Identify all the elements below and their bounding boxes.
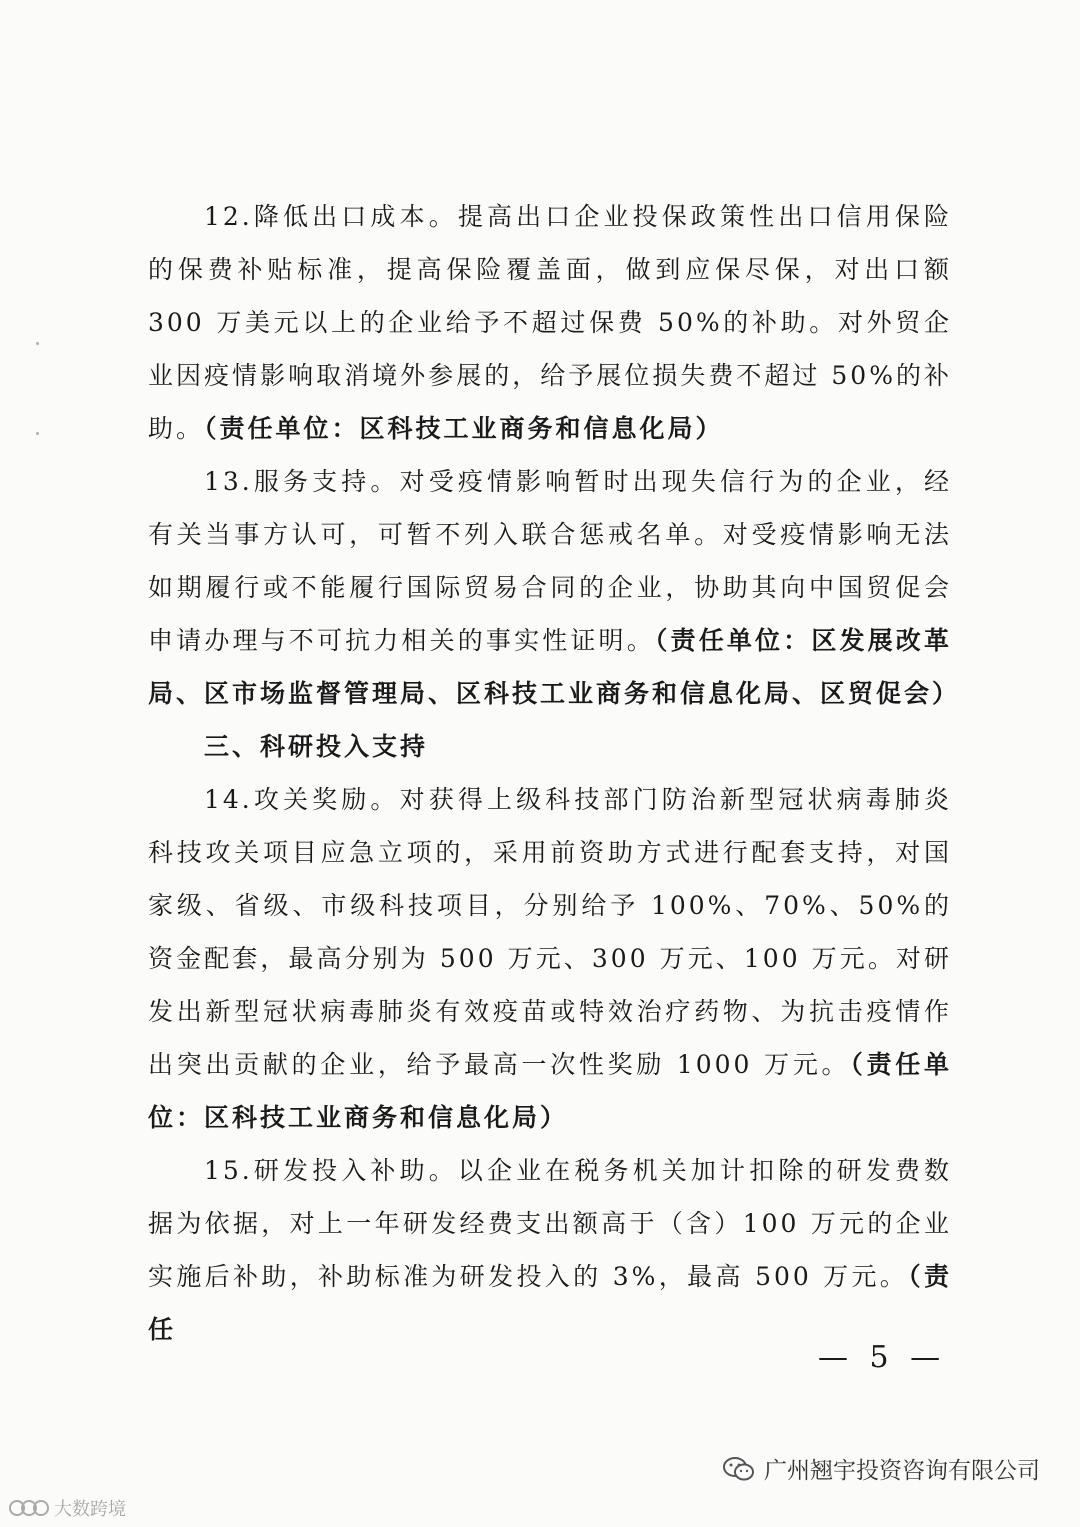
paragraph-text: 13.服务支持。对受疫情影响暂时出现失信行为的企业，经有关当事方认可，可暂不列入联合惩戒名单。对受疫情影响无法如期履行或不能履行国际贸易合同的企业，协助其向中国贸促会申请办理与不可抗力相关的事实性证明。 — [148, 467, 952, 655]
scan-speck — [36, 432, 39, 435]
watermark — [8, 1495, 126, 1521]
responsibility-note: （责任单位：区发展改革局、区市场监督管理局、区科技工业商务和信息化局、区贸促会） — [148, 626, 961, 708]
dashuju-logo-icon — [8, 1497, 50, 1519]
document-body — [148, 190, 961, 1356]
paragraph-15 — [148, 1144, 952, 1356]
responsibility-note: （责任单位：区科技工业商务和信息化局） — [148, 1050, 952, 1132]
scan-speck — [36, 342, 39, 345]
paragraph-text: 12.降低出口成本。提高出口企业投保政策性出口信用保险的保费补贴标准，提高保险覆盖面，做到应保尽保，对出口额 300 万美元以上的企业给予不超过保费 50%的补助。对外贸企业因疫情影响取消境外参展的，给予展位损失费不超过 50%的补助。 — [148, 202, 952, 443]
paragraph-text: 15.研发投入补助。以企业在税务机关加计扣除的研发费数据为依据，对上一年研发经费支出额高于（含）100 万元的企业实施后补助，补助标准为研发投入的 3%，最高 500 万元。 — [148, 1156, 952, 1291]
watermark-text: 大数跨境 — [54, 1499, 126, 1520]
responsibility-note: （责任单位：区科技工业商务和信息化局） — [204, 414, 724, 443]
brand-name: 广州翘宇投资咨询有限公司 — [764, 1458, 1040, 1484]
paragraph-12 — [148, 190, 952, 455]
wechat-icon — [722, 1455, 756, 1483]
responsibility-note: （责任 — [148, 1262, 952, 1344]
page-number: — 5 — — [818, 1340, 947, 1375]
paragraph-14 — [148, 773, 952, 1144]
wechat-brand-footer[interactable] — [722, 1452, 1040, 1485]
section-heading: 三、科研投入支持 — [204, 732, 429, 761]
paragraph-13 — [148, 455, 961, 720]
paragraph-text: 14.攻关奖励。对获得上级科技部门防治新型冠状病毒肺炎科技攻关项目应急立项的，采用前资助方式进行配套支持，对国家级、省级、市级科技项目，分别给予 100%、70%、50%的资金配套，最高分别为 500 万元、300 万元、100 万元。对研发出新型冠状病毒肺炎有效疫苗或特效治疗药物、为抗击疫情作出突出贡献的企业，给予最高一次性奖励 1000 万元。 — [148, 785, 952, 1079]
